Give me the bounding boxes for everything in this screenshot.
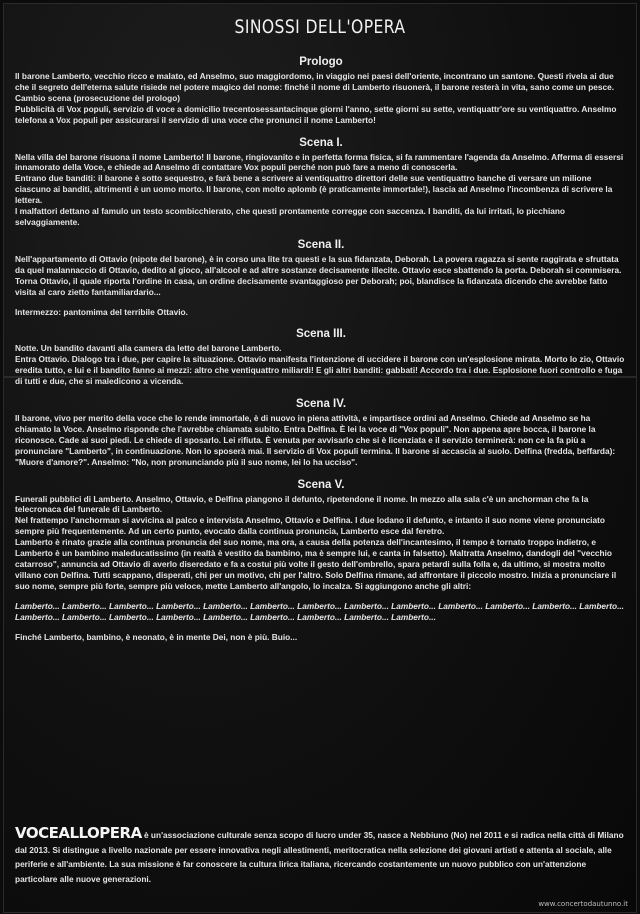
synopsis-content: [15, 56, 627, 653]
synopsis-sheet: [3, 3, 637, 913]
paragraph: Nel frattempo l'anchorman si avvicina al palco e intervista Anselmo, Ottavio e Delfina. I due lodano il defunto, e intanto il suo nome viene pronunciato sempre più frequentemente. Ad un certo punto, evocato dalla continua pronuncia, Lamberto esce dal feretro.: [15, 515, 605, 537]
section-heading: Scena II.: [297, 238, 345, 251]
paragraph: Lamberto è rinato grazie alla continua pronuncia del suo nome, ma ora, a causa della potenza dell'incantesimo, il tempo è tornato troppo indietro, e Lamberto è un bambino maleducatissimo (in realtà è vestito da bambino, ma è sempre lui, e canta in falsetto). Maltratta Anselmo, dandogli del "vecchio catarroso", annuncia ad Ottavio di averlo diseredato e fa a costui più volte il gesto dell'ombrello, spara petardi sulla folla e, da ultimo, si mostra molto villano con Delfina. Tutti scappano, disperati, chi per un motivo, chi per l'altro. Solo Delfina rimane, ad affrontare il piccolo mostro. Inizia a pronunciare il suo nome, sempre più forte, sempre più veloce, mette Lamberto all'angolo, lo incalza. Si aggiungono anche gli altri:: [15, 537, 617, 591]
ending-line: Finché Lamberto, bambino, è neonato, è in mente Dei, non è più. Buio...: [15, 631, 298, 642]
paragraph: Pubblicità di Vox populi, servizio di voce a domicilio trecentosessantacinque giorni l'anno, sette giorni su sette, ventiquattr'ore su ventiquattro. Anselmo telefona a Vox populi per assicurarsi il servizio di una voce che pronunci il nome Lamberto!: [15, 103, 617, 125]
paragraph: I malfattori dettano al famulo un testo scombicchierato, che questi prontamente corregge con saccenza. I banditi, da lui irritati, lo picchiano selvaggiamente.: [15, 206, 566, 227]
paragraph: Funerali pubblici di Lamberto. Anselmo, Ottavio, e Delfina piangono il defunto, ripetendone il nome. In mezzo alla sala c'è un anchorman che fa la telecronaca del funerale di Lamberto.: [15, 493, 589, 515]
section-heading: Scena IV.: [295, 398, 347, 411]
paragraph: Notte. Un bandito davanti alla camera da letto del barone Lamberto.: [15, 343, 282, 354]
section-heading: Prologo: [299, 56, 343, 68]
about-association: [15, 826, 627, 886]
lamberto-chant: Lamberto... Lamberto... Lamberto... Lamberto... Lamberto... Lamberto... Lamberto... Lamberto... Lamberto... Lamberto... Lamberto... Lamberto... Lamberto... Lamberto... Lamberto... Lamberto... Lamberto... Lamberto... Lamberto... Lamberto... Lamberto... Lamberto...: [15, 600, 624, 622]
paragraph: Entra Ottavio. Dialogo tra i due, per capire la situazione. Ottavio manifesta l'intenzione di uccidere il barone con un'esplosione mirata. Morto lo zio, Ottavio eredita tutto, e lui e il bandito fanno ai mezzi: altro che ventiquattro miliardi! E gli altri banditi: gabbati! Accordo tra i due. Esplosione fuori controllo e fuga di tutti e due, che si maledicono a vicenda.: [15, 354, 625, 387]
page-title: SINOSSI DELL'OPERA: [234, 16, 406, 38]
paragraph: Cambio scena (prosecuzione del prologo): [15, 92, 181, 103]
paragraph: Nella villa del barone risuona il nome Lamberto! Il barone, ringiovanito e in perfetta forma fisica, si fa rammentare l'agenda da Anselmo. Afferma di essersi innamorato della Voce, e chiede ad Anselmo di contattare Vox populi perché non può fare a meno di conoscerla.: [15, 151, 624, 173]
brand-logo: VOCEALLOPERA: [15, 824, 142, 842]
website-watermark: www.concertodautunno.it: [538, 900, 628, 908]
paragraph: Il barone, vivo per merito della voce che lo rende immortale, è di nuovo in piena attività, e impartisce ordini ad Anselmo. Chiede ad Anselmo se ha chiamato la Voce. Anselmo risponde che l'avrebbe chiamata subito. Entra Delfina. È lei la voce di "Vox populi". Non appena apre bocca, il barone la riconosce. Cade ai suoi piedi. Le chiede di sposarlo. Lei rifiuta. È venuta per avvisarlo che si è licenziata e il servizio terminerà: non ce la fa più a pronunciare "Lamberto", in continuazione. Non lo sposerà mai. Il servizio di Vox populi termina. Il barone si accascia al suolo. Delfina (fredda, beffarda): "Muore d'amore?". Anselmo: "No, non pronunciando più il suo nome, lei lo ha ucciso".: [15, 413, 616, 467]
section-scena-2: [15, 239, 627, 318]
section-prologo: [15, 56, 627, 126]
paragraph: Entrano due banditi: il barone è sotto sequestro, e farà bene a scrivere ai ventiquattro direttori delle sue ventiquattro banche di versare un milione ciascuno ai banditi, altrimenti è un uomo morto. Il barone, con molto aplomb (è praticamente immortale!), lascia ad Anselmo l'incombenza di scrivere la lettera.: [15, 173, 613, 206]
paragraph: Il barone Lamberto, vecchio ricco e malato, ed Anselmo, suo maggiordomo, in viaggio nei paesi dell'oriente, incontrano un santone. Questi rivela ai due che il segreto dell'eterna salute risiede nel potere magico del nome: finché il nome di Lamberto risuonerà, il barone resterà in vita, sano come un pesce.: [15, 71, 615, 92]
about-text: è un'associazione culturale senza scopo di lucro under 35, nasce a Nebbiuno (No) nel 2011 e si radica nella città di Milano dal 2013. Si distingue a livello nazionale per essere innovativa negli allestimenti, meritocratica nella selezione dei giovani artisti e attenta al sociale, alle periferie e all'ambiente. La sua missione è far conoscere la cultura lirica italiana, ricercando costantemente un nuovo pubblico con un'attenzione particolare alle nuove generazioni.: [15, 830, 624, 884]
section-scena-1: [15, 137, 627, 228]
paragraph: Intermezzo: pantomima del terribile Ottavio.: [15, 306, 188, 317]
section-heading: Scena V.: [297, 478, 345, 491]
section-scena-5: [15, 479, 627, 643]
section-scena-3: [15, 328, 627, 387]
section-scena-4: [15, 398, 627, 468]
paragraph: Nell'appartamento di Ottavio (nipote del barone), è in corso una lite tra questi e la sua fidanzata, Deborah. La povera ragazza si sente raggirata e sfruttata da quel malannaccio di Ottavio, dedito al gioco, all'alcool e ad altre sostanze decisamente illecite. Ottavio esce sbattendo la porta. Deborah si commisera. Torna Ottavio, il quale riporta l'ordine in casa, un ordine decisamente svantaggioso per Deborah; poi, blandisce la fidanzata dicendo che avrebbe fatto visita al caro zietto fantamiliardario...: [15, 253, 622, 297]
section-heading: Scena III.: [296, 328, 346, 341]
section-heading: Scena I.: [299, 136, 343, 149]
